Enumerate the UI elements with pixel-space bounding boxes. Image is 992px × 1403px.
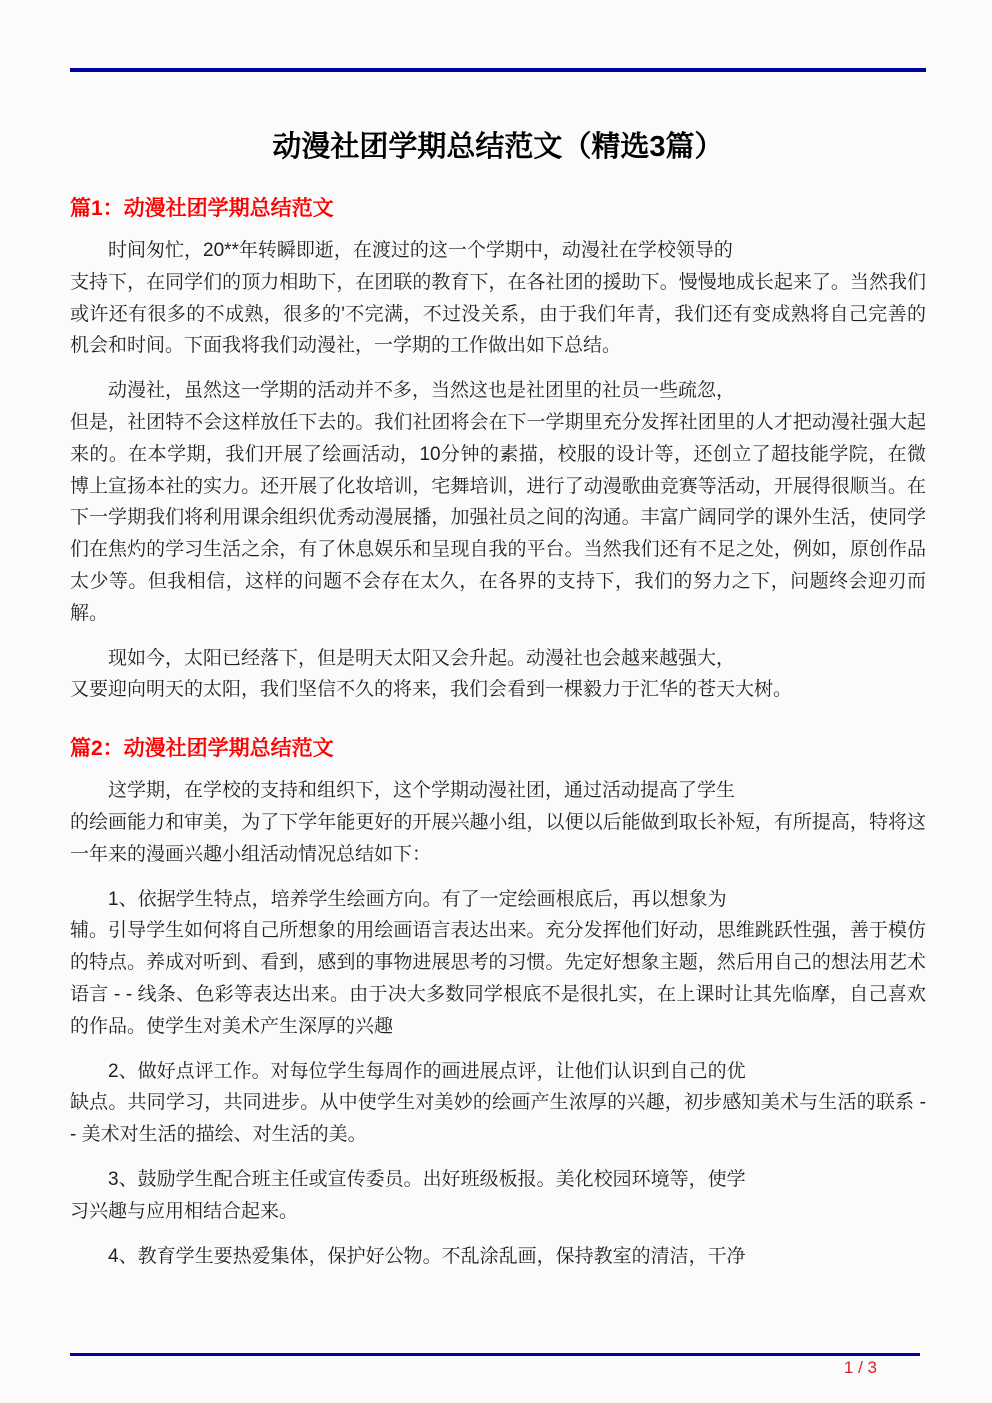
paragraph-rest: 但是，社团特不会这样放任下去的。我们社团将会在下一学期里充分发挥社团里的人才把动漫社强大起来的。在本学期，我们开展了绘画活动，10分钟的素描，校服的设计等，还创立了超技能学院，在微博上宣扬本社的实力。还开展了化妆培训，宅舞培训，进行了动漫歌曲竞赛等活动，开展得很顺当。在下一学期我们将利用课余组织优秀动漫展播，加强社员之间的沟通。丰富广阔同学的课外生活，使同学们在焦灼的学习生活之余，有了休息娱乐和呈现自我的平台。当然我们还有不足之处，例如，原创作品太少等。但我相信，这样的问题不会存在太久，在各界的支持下，我们的努力之下，问题终会迎刃而解。 xyxy=(70,411,926,624)
page-number: 1 / 3 xyxy=(843,1358,877,1377)
paragraph xyxy=(70,375,926,629)
section-1-heading: 篇1：动漫社团学期总结范文 xyxy=(70,197,334,220)
page-title: 动漫社团学期总结范文（精选3篇） xyxy=(272,131,724,163)
paragraph-rest: 支持下，在同学们的顶力相助下，在团联的教育下，在各社团的援助下。慢慢地成长起来了。当然我们或许还有很多的不成熟，很多的'不完满，不过没关系，由于我们年青，我们还有变成熟将自己完善的机会和时间。下面我将我们动漫社，一学期的工作做出如下总结。 xyxy=(70,271,926,357)
paragraph xyxy=(70,235,926,362)
paragraph-first-line: 动漫社，虽然这一学期的活动并不多，当然这也是社团里的社员一些疏忽， xyxy=(108,380,736,402)
list-item-4 xyxy=(70,1241,926,1273)
section-1 xyxy=(70,195,926,706)
paragraph-first-line: 这学期，在学校的支持和组织下，这个学期动漫社团，通过活动提高了学生 xyxy=(108,780,736,802)
paragraph-rest: 辅。引导学生如何将自己所想象的用绘画语言表达出来。充分发挥他们好动，思维跳跃性强，善于模仿的特点。养成对听到、看到，感到的事物进展思考的习惯。先定好想象主题，然后用自己的想法用艺术语言 - - 线条、色彩等表达出来。由于决大多数同学根底不是很扎实，在上课时让其先临摩，自己喜欢的作品。使学生对美术产生深厚的兴趣 xyxy=(70,920,926,1037)
paragraph-first-line: 现如今，太阳已经落下，但是明天太阳又会升起。动漫社也会越来越强大， xyxy=(108,647,736,669)
paragraph-first-line: 2、做好点评工作。对每位学生每周作的画进展点评，让他们认识到自己的优 xyxy=(108,1060,746,1082)
list-item-1 xyxy=(70,884,926,1043)
paragraph-first-line: 3、鼓励学生配合班主任或宣传委员。出好班级板报。美化校园环境等，使学 xyxy=(108,1168,746,1190)
list-item-2 xyxy=(70,1056,926,1151)
section-2-heading: 篇2：动漫社团学期总结范文 xyxy=(70,737,334,761)
paragraph-first-line: 时间匆忙，20**年转瞬即逝，在渡过的这一个学期中，动漫社在学校领导的 xyxy=(108,240,733,261)
paragraph-rest: 习兴趣与应用相结合起来。 xyxy=(70,1200,299,1222)
list-item-3 xyxy=(70,1164,926,1228)
paragraph xyxy=(70,775,926,870)
paragraph-first-line: 1、依据学生特点，培养学生绘画方向。有了一定绘画根底后，再以想象为 xyxy=(108,888,727,910)
paragraph-rest: 缺点。共同学习，共同进步。从中使学生对美妙的绘画产生浓厚的兴趣，初步感知美术与生活的联系 - - 美术对生活的描绘、对生活的美。 xyxy=(70,1092,926,1146)
paragraph-rest: 的绘画能力和审美，为了下学年能更好的开展兴趣小组，以便以后能做到取长补短，有所提高，特将这一年来的漫画兴趣小组活动情况总结如下： xyxy=(70,811,926,865)
document-content xyxy=(70,72,926,1272)
paragraph xyxy=(70,643,926,707)
section-2 xyxy=(70,735,926,1272)
paragraph-rest: 又要迎向明天的太阳，我们坚信不久的将来，我们会看到一棵毅力于汇华的苍天大树。 xyxy=(70,679,793,701)
footer-rule xyxy=(70,1353,920,1356)
paragraph-first-line: 4、教育学生要热爱集体，保护好公物。不乱涂乱画，保持教室的清洁，干净 xyxy=(108,1245,746,1267)
